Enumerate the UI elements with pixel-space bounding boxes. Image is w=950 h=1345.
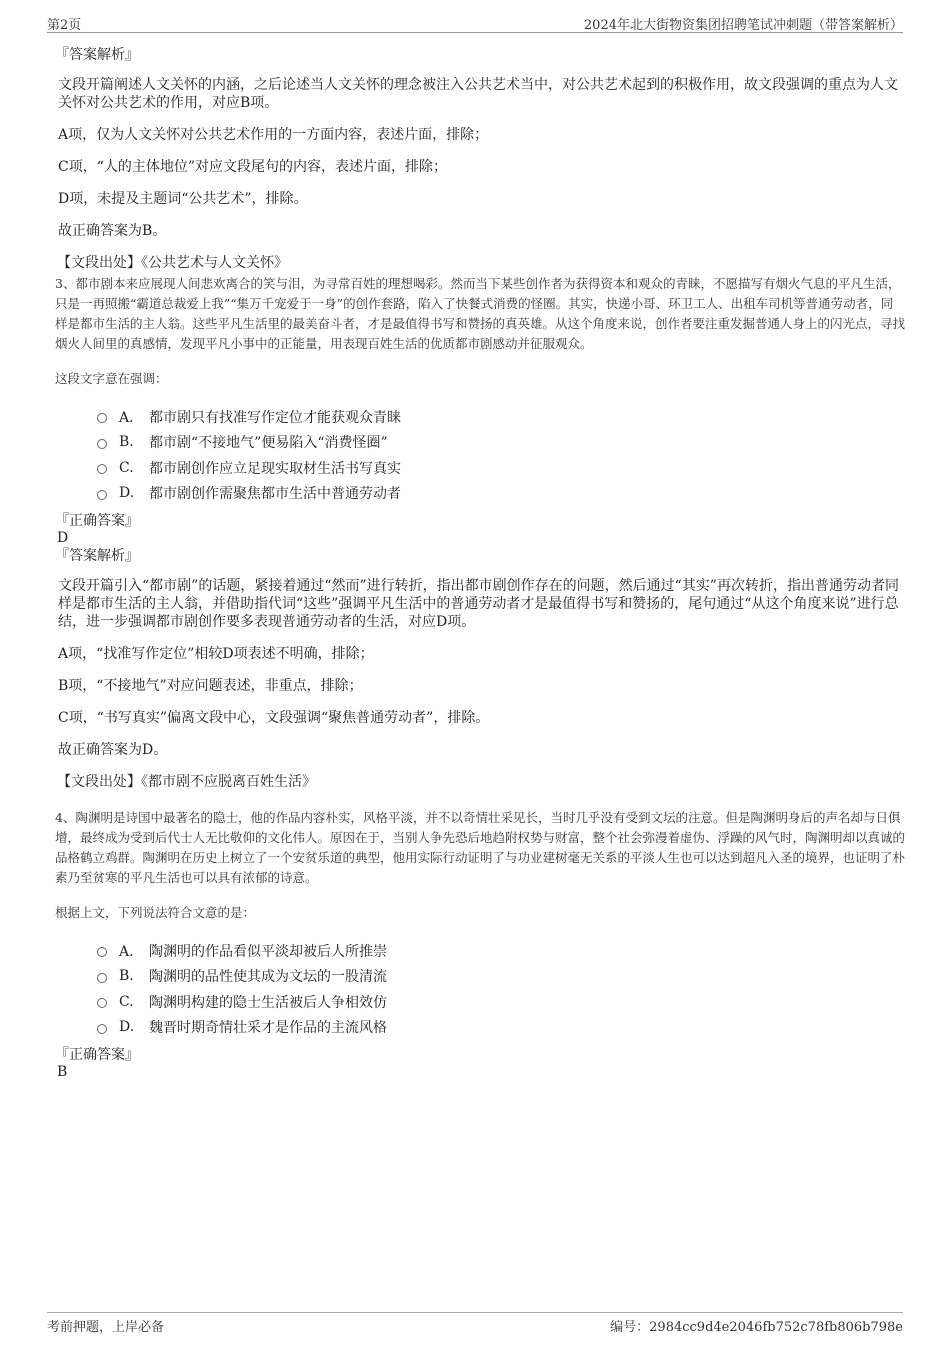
question-3-text: 3、都市剧本来应展现人间悲欢离合的笑与泪，为寻常百姓的理想喝彩。然而当下某些创作者为获得资本和观众的青睐，不愿描写有烟火气息的平凡生活，只是一再照搬“霸道总裁爱上我”“集万千宠爱于一身”的创作套路，陷入了快餐式消费的怪圈。其实，快递小哥、环卫工人、出租车司机等普通劳动者，同样是都市生活的主人翁。这些平凡生活里的最美奋斗者，才是最值得书写和赞扬的真英雄。从这个角度来说，创作者要注重发掘普通人身上的闪光点，寻找烟火人间里的真感情，发现平凡小事中的正能量，用表现百姓生活的优质都市剧感动并征服观众。 (55, 276, 906, 351)
option-d[interactable] (97, 481, 905, 507)
analysis-paragraph: D项，未提及主题词“公共艺术”，排除。 (58, 191, 308, 207)
correct-answer: B (57, 1064, 68, 1080)
option-text: 陶渊明的品性使其成为文坛的一股清流 (149, 969, 387, 986)
footer-slogan: 考前押题，上岸必备 (47, 1320, 165, 1335)
radio-icon[interactable] (97, 490, 107, 500)
correct-answer: D (57, 530, 69, 546)
page-header (47, 14, 903, 33)
analysis-paragraph: A项，仅为人文关怀对公共艺术作用的一方面内容，表述片面，排除； (58, 127, 489, 143)
option-text: 都市剧创作应立足现实取材生活书写真实 (149, 460, 401, 477)
option-letter: B. (119, 968, 134, 985)
radio-icon[interactable] (97, 413, 107, 423)
analysis-paragraph: C项，“人的主体地位”对应文段尾句的内容，表述片面，排除； (58, 159, 448, 175)
option-b[interactable] (97, 964, 905, 990)
passage-source: 【文段出处】《公共艺术与人文关怀》 (57, 255, 288, 271)
analysis-paragraph: C项，“书写真实”偏离文段中心，文段强调“聚焦普通劳动者”，排除。 (58, 710, 490, 726)
passage-source: 【文段出处】《都市剧不应脱离百姓生活》 (57, 774, 316, 790)
analysis-label: 『答案解析』 (55, 47, 139, 63)
option-letter: C. (119, 459, 134, 476)
document-id: 编号：2984cc9d4e2046fb752c78fb806b798e (610, 1320, 903, 1335)
radio-icon[interactable] (97, 973, 107, 983)
option-letter: A． (119, 409, 144, 426)
option-b[interactable] (97, 430, 905, 456)
radio-icon[interactable] (97, 464, 107, 474)
analysis-conclusion: 故正确答案为D。 (58, 742, 168, 758)
document-title: 2024年北大街物资集团招聘笔试冲刺题（带答案解析） (583, 18, 903, 33)
analysis-paragraph: 文段开篇阐述人文关怀的内涵，之后论述当人文关怀的理念被注入公共艺术当中，对公共艺术起到的积极作用，故文段强调的重点为人文关怀对公共艺术的作用，对应B项。 (58, 77, 898, 111)
option-d[interactable] (97, 1015, 905, 1041)
question-4-options (97, 938, 905, 1040)
option-letter: B. (119, 434, 134, 451)
option-text: 陶渊明的作品看似平淡却被后人所推崇 (149, 943, 387, 960)
analysis-conclusion: 故正确答案为B。 (58, 223, 167, 239)
option-text: 都市剧创作需聚焦都市生活中普通劳动者 (149, 486, 401, 503)
analysis-paragraph: B项，“不接地气”对应问题表述，非重点，排除； (58, 678, 363, 694)
correct-answer-label: 『正确答案』 (55, 1047, 139, 1063)
question-4-prompt: 根据上文，下列说法符合文意的是： (55, 905, 256, 920)
radio-icon[interactable] (97, 1024, 107, 1034)
option-letter: C. (119, 993, 134, 1010)
option-letter: D. (119, 485, 135, 502)
option-letter: D. (119, 1019, 135, 1036)
question-3-options (97, 404, 905, 506)
page-content (55, 46, 905, 1080)
page-number: 第2页 (47, 18, 82, 33)
option-a[interactable] (97, 938, 905, 964)
page-footer (47, 1312, 903, 1333)
option-text: 都市剧只有找准写作定位才能获观众青睐 (149, 409, 401, 426)
question-3-prompt: 这段文字意在强调： (55, 371, 168, 386)
analysis-paragraph: 文段开篇引入“都市剧”的话题，紧接着通过“然而”进行转折，指出都市剧创作存在的问题，然后通过“其实”再次转折，指出普通劳动者同样是都市生活的主人翁，并借助指代词“这些”强调平凡生活中的普通劳动者才是最值得书写和赞扬的，尾句通过“从这个角度来说”进行总结，进一步强调都市剧创作要多表现普通劳动者的生活，对应D项。 (58, 578, 899, 630)
analysis-label: 『答案解析』 (55, 548, 139, 564)
question-4-text: 4、陶渊明是诗国中最著名的隐士，他的作品内容朴实，风格平淡，并不以奇情壮采见长，当时几乎没有受到文坛的注意。但是陶渊明身后的声名却与日俱增，最终成为受到后代士人无比敬仰的文化伟人。原因在于，当别人争先恐后地趋附权势与财富，整个社会弥漫着虚伪、浮躁的风气时，陶渊明却以真诚的品格鹤立鸡群。陶渊明在历史上树立了一个安贫乐道的典型，他用实际行动证明了与功业建树毫无关系的平淡人生也可以达到超凡入圣的境界，也证明了朴素乃至贫寒的平凡生活也可以具有浓郁的诗意。 (55, 810, 906, 885)
option-c[interactable] (97, 455, 905, 481)
option-a[interactable] (97, 404, 905, 430)
radio-icon[interactable] (97, 998, 107, 1008)
analysis-paragraph: A项，“找准写作定位”相较D项表述不明确，排除； (58, 646, 374, 662)
radio-icon[interactable] (97, 947, 107, 957)
radio-icon[interactable] (97, 439, 107, 449)
option-c[interactable] (97, 989, 905, 1015)
option-text: 陶渊明构建的隐士生活被后人争相效仿 (149, 994, 387, 1011)
option-text: 都市剧“不接地气”便易陷入“消费怪圈” (149, 435, 388, 452)
option-letter: A． (119, 943, 144, 960)
option-text: 魏晋时期奇情壮采才是作品的主流风格 (149, 1020, 387, 1037)
correct-answer-label: 『正确答案』 (55, 513, 139, 529)
